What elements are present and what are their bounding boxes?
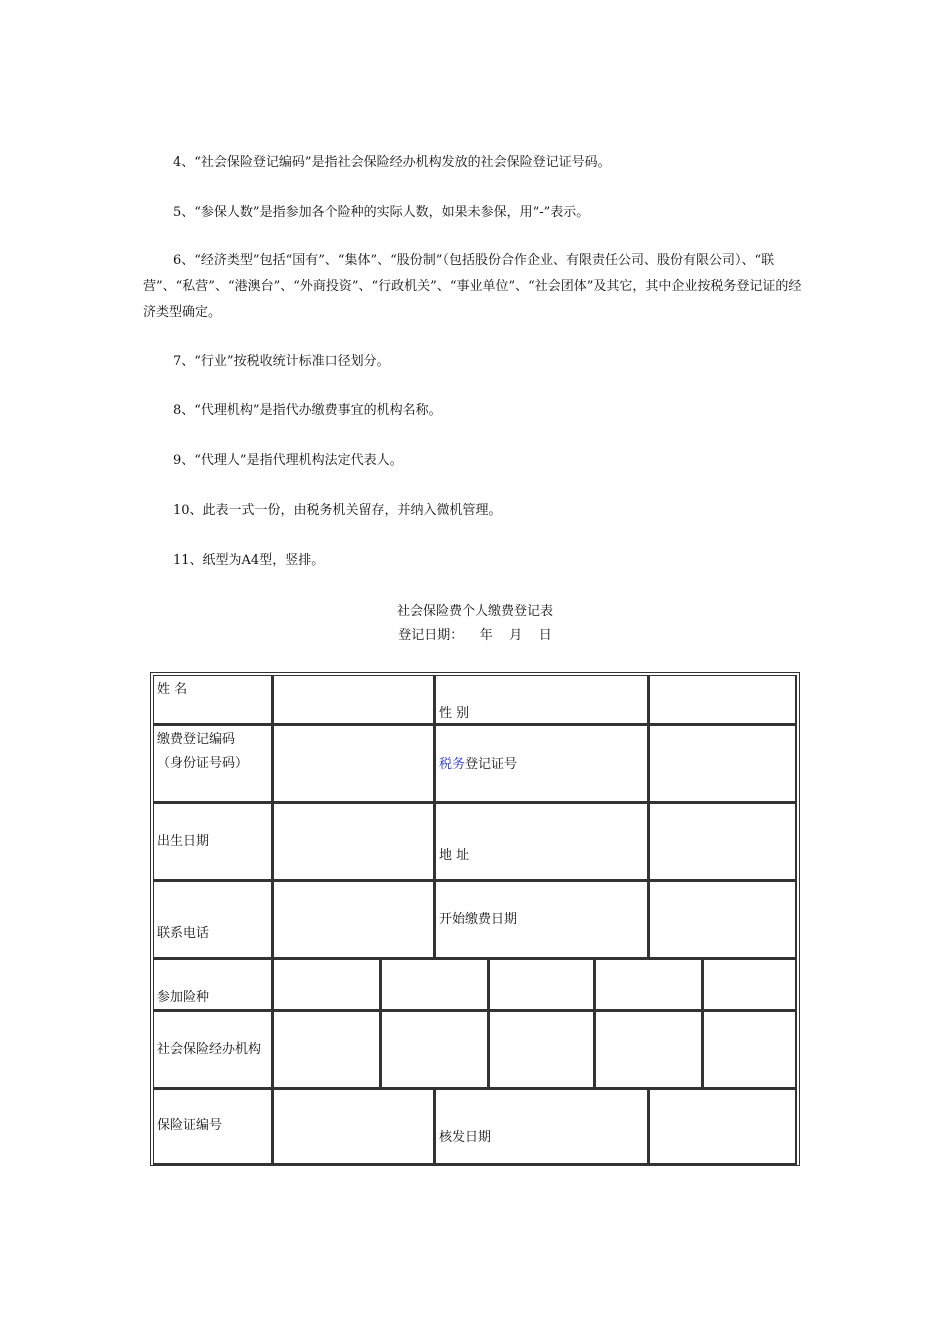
phone-value-cell[interactable]	[273, 881, 435, 959]
name-label: 姓 名	[157, 682, 188, 697]
code-value-cell[interactable]	[273, 725, 435, 803]
phone-label-cell	[153, 881, 273, 959]
cert-no-label-cell	[153, 1089, 273, 1165]
insurance-types-label: 参加险种	[157, 990, 210, 1005]
note-10: 10、此表一式一份，由税务机关留存，并纳入微机管理。	[173, 503, 502, 518]
start-date-value-cell[interactable]	[649, 881, 797, 959]
note-9: 9、“代理人”是指代理机构法定代表人。	[173, 453, 403, 468]
cert-no-label: 保险证编号	[157, 1118, 223, 1133]
insurance-type-cell-1[interactable]	[273, 959, 381, 1011]
insurance-type-cell-3[interactable]	[489, 959, 595, 1011]
start-date-label: 开始缴费日期	[439, 912, 518, 927]
registration-form-table	[150, 672, 800, 1166]
insurance-type-cell-4[interactable]	[595, 959, 703, 1011]
agency-label-cell	[153, 1011, 273, 1089]
insurance-types-label-cell	[153, 959, 273, 1011]
cert-no-value-cell[interactable]	[273, 1089, 435, 1165]
agency-cell-1[interactable]	[273, 1011, 381, 1089]
insurance-type-cell-5[interactable]	[703, 959, 797, 1011]
gender-value-cell[interactable]	[649, 675, 797, 725]
phone-label: 联系电话	[157, 926, 210, 941]
registration-date-line: 登记日期： 年 月 日	[398, 628, 552, 643]
birth-label-cell	[153, 803, 273, 881]
gender-label: 性 别	[439, 706, 470, 721]
birth-value-cell[interactable]	[273, 803, 435, 881]
name-label-cell	[153, 675, 273, 725]
tax-cert-label-rest: 登记证号	[465, 757, 518, 772]
agency-cell-3[interactable]	[489, 1011, 595, 1089]
birth-label: 出生日期	[157, 834, 210, 849]
insurance-type-cell-2[interactable]	[381, 959, 489, 1011]
issue-date-label-cell	[435, 1089, 649, 1165]
agency-cell-2[interactable]	[381, 1011, 489, 1089]
note-7: 7、“行业”按税收统计标准口径划分。	[173, 354, 390, 369]
gender-label-cell	[435, 675, 649, 725]
note-8: 8、“代理机构”是指代办缴费事宜的机构名称。	[173, 403, 442, 418]
note-5: 5、“参保人数”是指参加各个险种的实际人数，如果未参保，用“-”表示。	[173, 205, 590, 220]
code-label-cell	[153, 725, 273, 803]
issue-date-value-cell[interactable]	[649, 1089, 797, 1165]
address-value-cell[interactable]	[649, 803, 797, 881]
address-label: 地 址	[439, 848, 470, 863]
tax-cert-label	[439, 753, 517, 777]
note-11: 11、纸型为A4型，竖排。	[173, 553, 325, 568]
agency-cell-5[interactable]	[703, 1011, 797, 1089]
note-6: 6、“经济类型”包括“国有”、“集体”、“股份制”（包括股份合作企业、有限责任公司、股份有限公司）、“联营”、“私营”、“港澳台”、“外商投资”、“行政机关”、“事业单位”、“社会团体”及其它，其中企业按税务登记证的经济类型确定。	[143, 253, 802, 320]
agency-label: 社会保险经办机构	[157, 1042, 262, 1057]
tax-cert-value-cell[interactable]	[649, 725, 797, 803]
code-label-line1: 缴费登记编码	[157, 732, 236, 747]
code-label-line2: （身份证号码）	[157, 756, 249, 771]
note-4: 4、“社会保险登记编码”是指社会保险经办机构发放的社会保险登记证号码。	[173, 155, 611, 170]
tax-cert-label-cell	[435, 725, 649, 803]
issue-date-label: 核发日期	[439, 1130, 492, 1145]
form-title: 社会保险费个人缴费登记表	[396, 604, 553, 619]
name-value-cell[interactable]	[273, 675, 435, 725]
address-label-cell	[435, 803, 649, 881]
tax-link-text[interactable]: 税务	[439, 757, 466, 772]
agency-cell-4[interactable]	[595, 1011, 703, 1089]
start-date-label-cell	[435, 881, 649, 959]
